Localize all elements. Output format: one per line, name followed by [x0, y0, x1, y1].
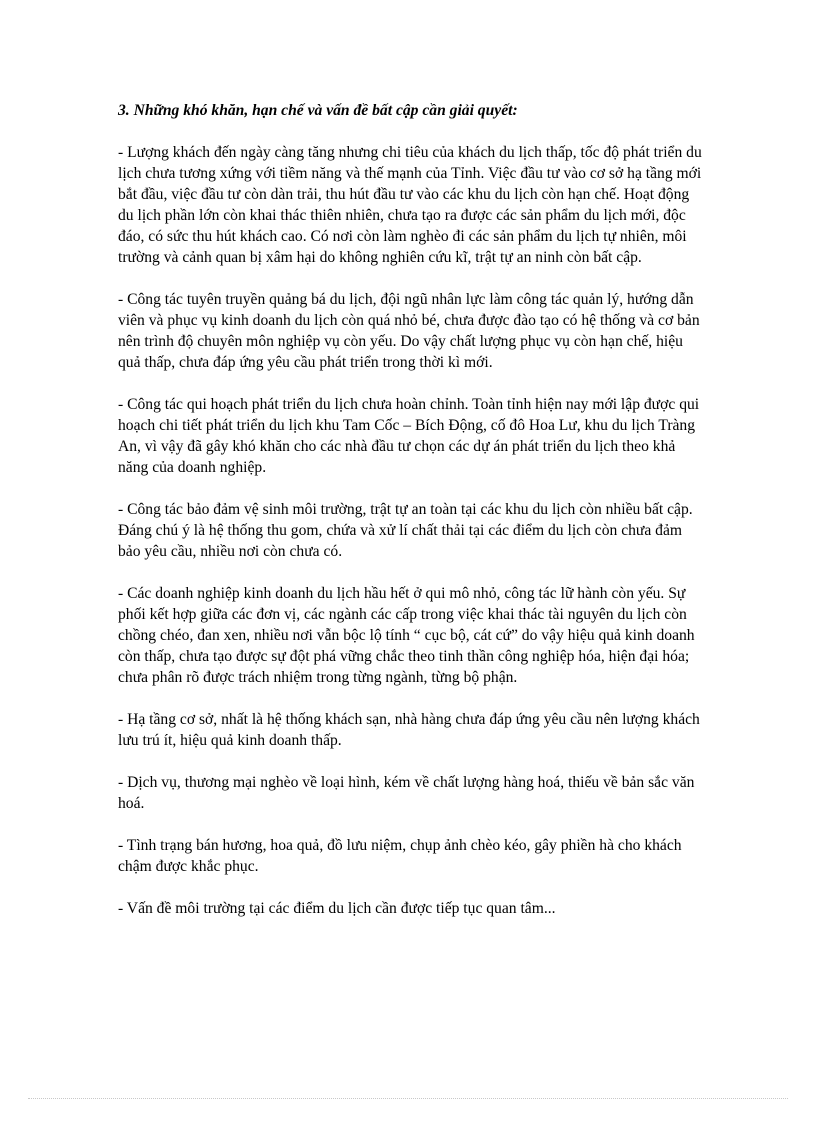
paragraph-6: - Hạ tầng cơ sở, nhất là hệ thống khách sạn, nhà hàng chưa đáp ứng yêu cầu nên lượng khách lưu trú ít, hiệu quả kinh doanh thấp.	[118, 711, 700, 749]
paragraph-3: - Công tác qui hoạch phát triển du lịch chưa hoàn chỉnh. Toàn tỉnh hiện nay mới lập được qui hoạch chi tiết phát triển du lịch khu Tam Cốc – Bích Động, cố đô Hoa Lư, khu du lịch Tràng An, vì vậy đã gây khó khăn cho các nhà đầu tư chọn các dự án phát triển du lịch theo khả năng của doanh nghiệp.	[118, 396, 700, 476]
paragraph-9: - Vấn đề môi trường tại các điểm du lịch cần được tiếp tục quan tâm...	[118, 900, 556, 917]
paragraph-8: - Tình trạng bán hương, hoa quả, đồ lưu niệm, chụp ảnh chèo kéo, gây phiền hà cho khách chậm được khắc phục.	[118, 837, 682, 875]
page-bottom-divider	[28, 1098, 788, 1099]
paragraph-4: - Công tác bảo đảm vệ sinh môi trường, trật tự an toàn tại các khu du lịch còn nhiều bất cập. Đáng chú ý là hệ thống thu gom, chứa và xử lí chất thải tại các điểm du lịch còn chưa đảm bảo yêu cầu, nhiều nơi còn chưa có.	[118, 501, 693, 560]
paragraph-2: - Công tác tuyên truyền quảng bá du lịch, đội ngũ nhân lực làm công tác quản lý, hướng dẫn viên và phục vụ kinh doanh du lịch còn quá nhỏ bé, chưa được đào tạo có hệ thống và cơ bản nên trình độ chuyên môn nghiệp vụ còn yếu. Do vậy chất lượng phục vụ còn hạn chế, hiệu quả thấp, chưa đáp ứng yêu cầu phát triển trong thời kì mới.	[118, 291, 700, 371]
section-heading: 3. Những khó khăn, hạn chế và vấn đề bất cập cần giải quyết:	[118, 102, 518, 119]
paragraph-7: - Dịch vụ, thương mại nghèo về loại hình, kém về chất lượng hàng hoá, thiếu về bản sắc văn hoá.	[118, 774, 695, 812]
paragraph-5: - Các doanh nghiệp kinh doanh du lịch hầu hết ở qui mô nhỏ, công tác lữ hành còn yếu. Sự phối kết hợp giữa các đơn vị, các ngành các cấp trong việc khai thác tài nguyên du lịch còn chồng chéo, đan xen, nhiều nơi vẫn bộc lộ tính “ cục bộ, cát cứ” do vậy hiệu quả kinh doanh còn thấp, chưa tạo được sự đột phá vững chắc theo tinh thần công nghiệp hóa, hiện đại hóa; chưa phân rõ được trách nhiệm trong từng ngành, từng bộ phận.	[118, 585, 695, 686]
paragraph-1: - Lượng khách đến ngày càng tăng nhưng chi tiêu của khách du lịch thấp, tốc độ phát triển du lịch chưa tương xứng với tiềm năng và thế mạnh của Tỉnh. Việc đầu tư vào cơ sở hạ tầng mới bắt đầu, việc đầu tư còn dàn trải, thu hút đầu tư vào các khu du lịch còn hạn chế. Hoạt động du lịch phần lớn còn khai thác thiên nhiên, chưa tạo ra được các sản phẩm du lịch mới, độc đáo, có sức thu hút khách cao. Có nơi còn làm nghèo đi các sản phẩm du lịch tự nhiên, môi trường và cảnh quan bị xâm hại do không nghiên cứu kĩ, trật tự an ninh còn bất cập.	[118, 144, 702, 266]
document-body	[118, 100, 702, 940]
